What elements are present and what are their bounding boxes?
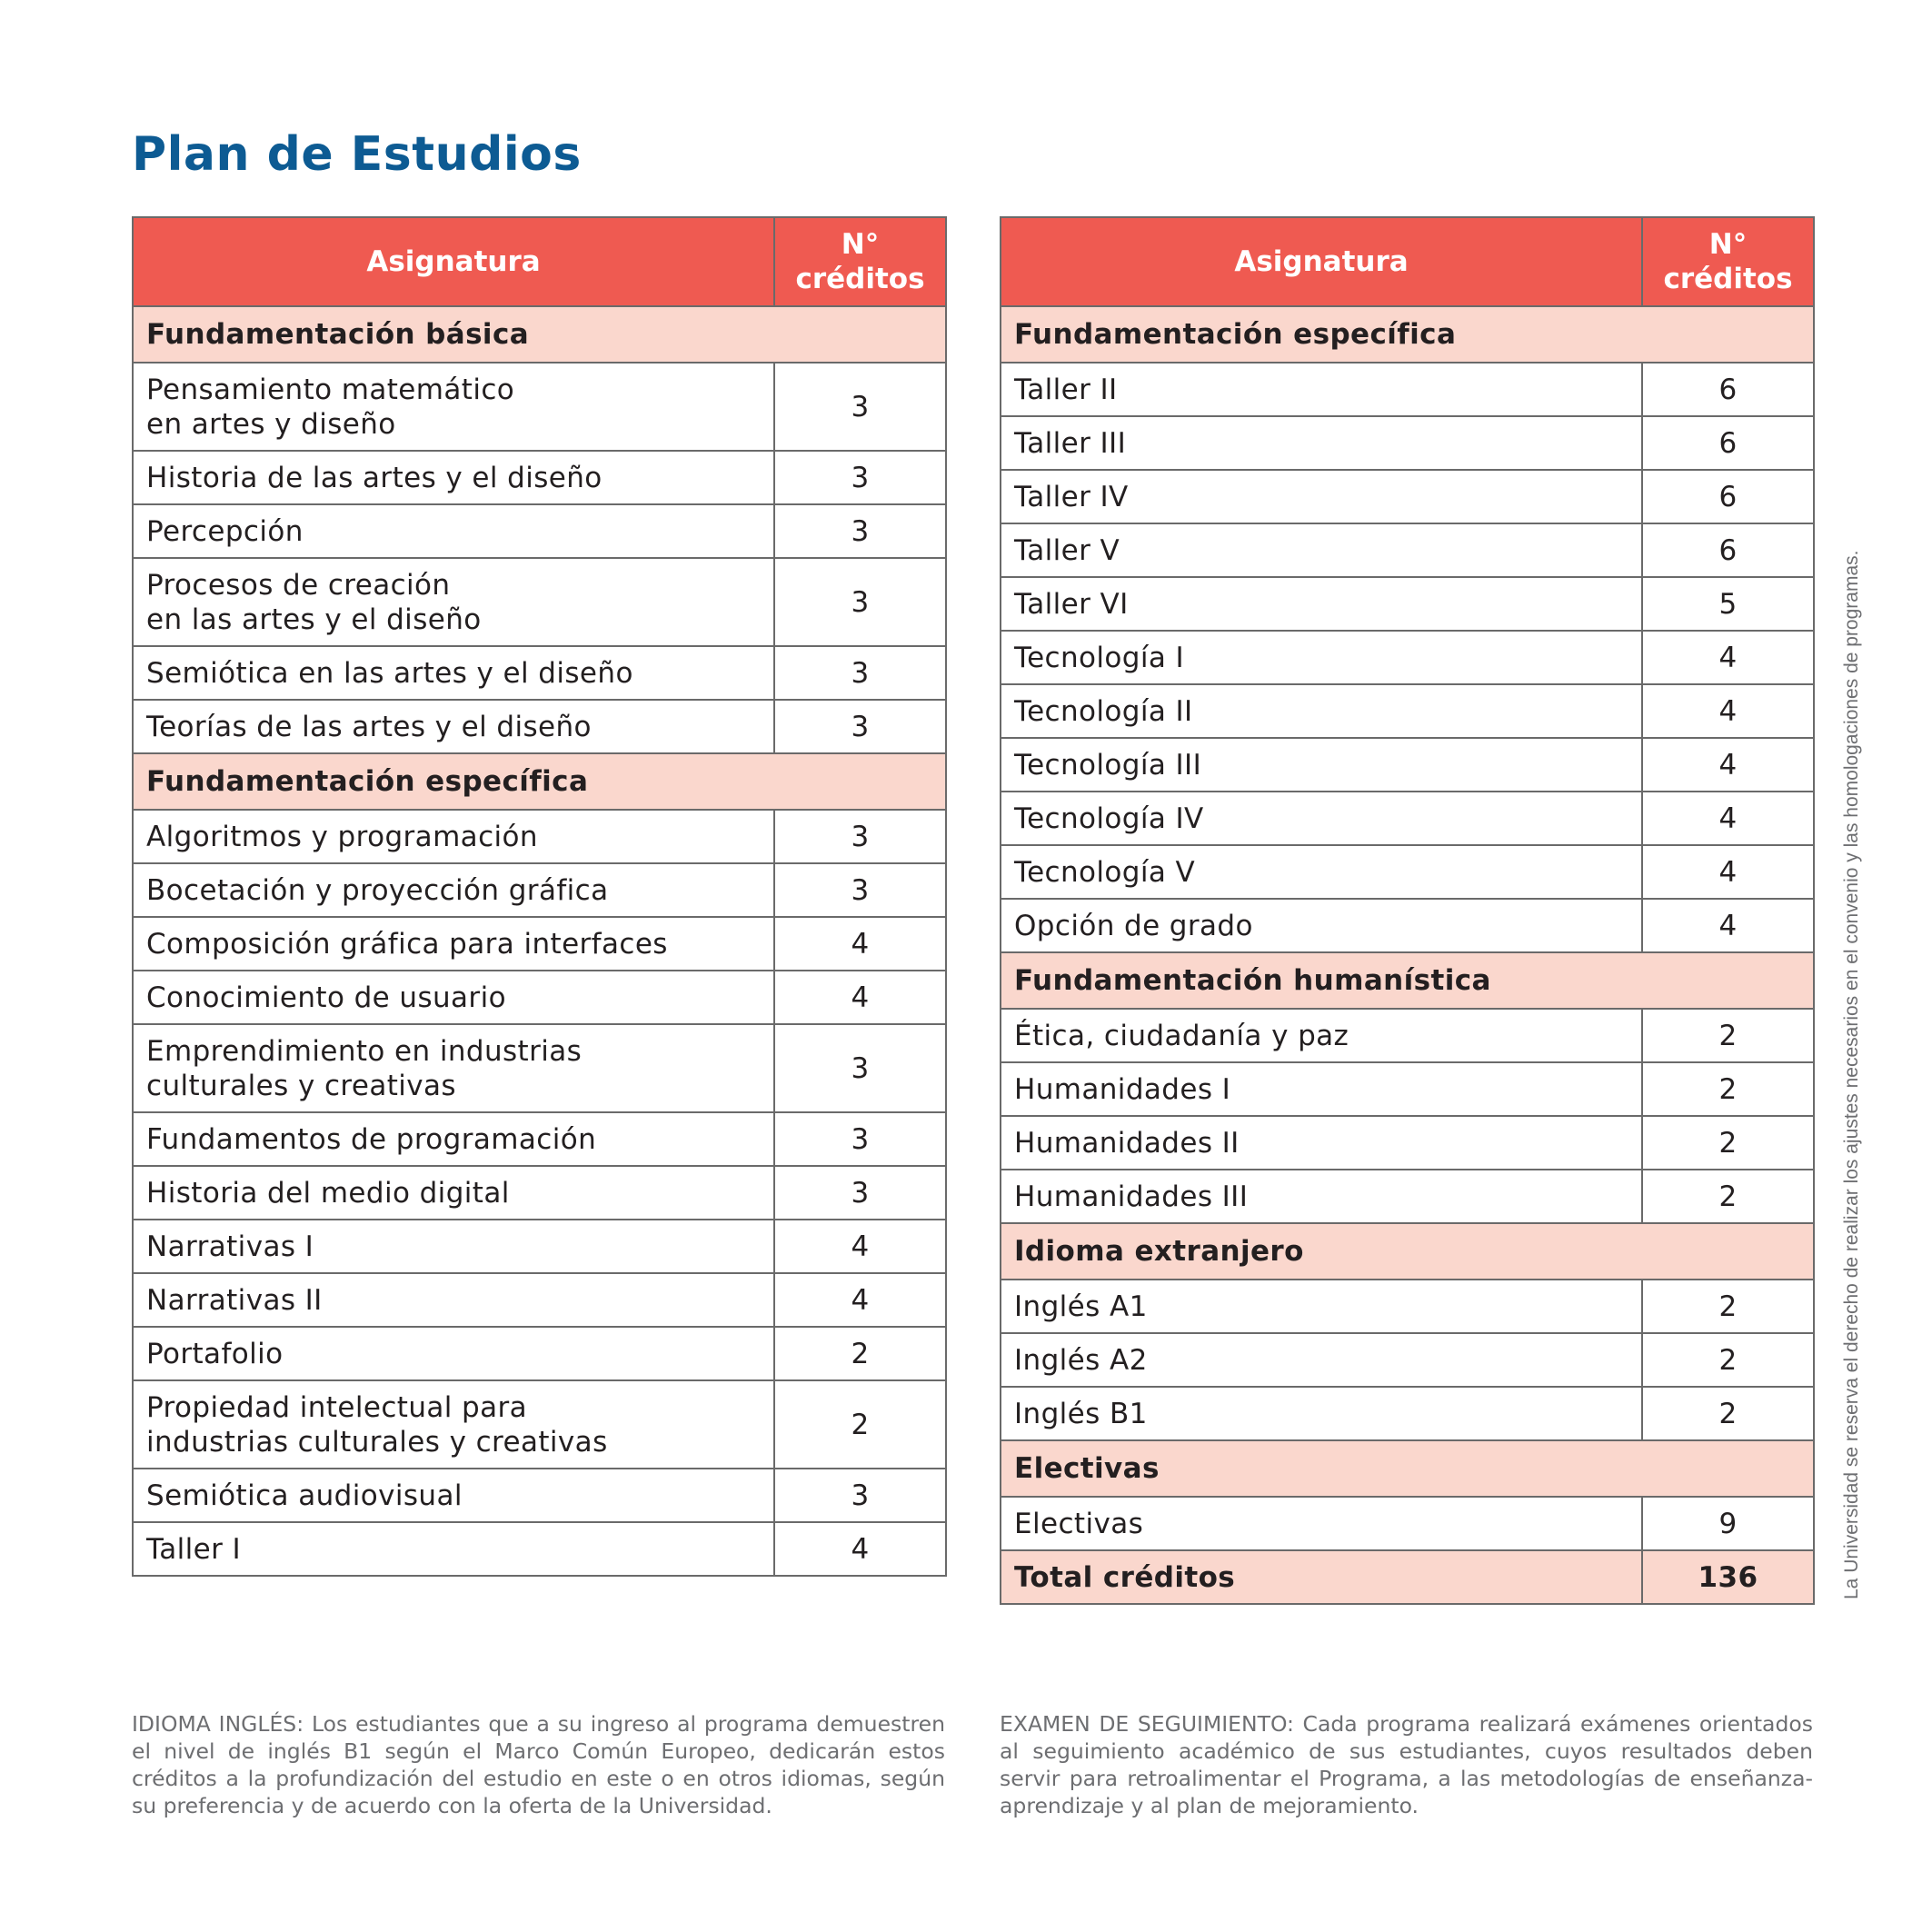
curriculum-table-right <box>1000 216 1815 1605</box>
subject-name-line: Taller II <box>1014 373 1118 406</box>
credits-cell: 3 <box>774 363 946 451</box>
subject-cell <box>133 1380 774 1469</box>
subject-name-line: Teorías de las artes y el diseño <box>146 710 592 743</box>
credits-cell: 3 <box>774 700 946 753</box>
subject-cell <box>1001 363 1642 416</box>
subject-name-line: Inglés A2 <box>1014 1343 1148 1377</box>
credits-cell: 2 <box>774 1380 946 1469</box>
table-row <box>1001 631 1814 684</box>
table-header-row <box>1001 217 1814 306</box>
subject-name-line: Taller V <box>1014 533 1120 567</box>
credits-cell: 4 <box>774 917 946 971</box>
subject-cell <box>133 863 774 917</box>
credits-cell: 4 <box>774 971 946 1024</box>
section-header-row <box>1001 1223 1814 1280</box>
subject-name-line: Humanidades III <box>1014 1180 1249 1213</box>
subject-cell <box>1001 1280 1642 1333</box>
credits-cell: 2 <box>1642 1280 1814 1333</box>
subject-cell <box>133 1469 774 1522</box>
table-row <box>1001 523 1814 577</box>
total-row <box>1001 1550 1814 1604</box>
subject-cell <box>1001 1387 1642 1440</box>
subject-cell <box>1001 1170 1642 1223</box>
subject-column-header: Asignatura <box>133 217 774 306</box>
subject-cell <box>133 1166 774 1220</box>
subject-cell <box>1001 738 1642 792</box>
subject-name-line: industrias culturales y creativas <box>146 1425 608 1459</box>
table-row <box>1001 1280 1814 1333</box>
subject-cell <box>1001 1009 1642 1062</box>
table-row <box>1001 1333 1814 1387</box>
subject-name-line: Conocimiento de usuario <box>146 981 506 1014</box>
subject-cell <box>133 558 774 646</box>
table-row <box>133 1469 946 1522</box>
table-header-row <box>133 217 946 306</box>
total-value: 136 <box>1642 1550 1814 1604</box>
section-title: Idioma extranjero <box>1001 1223 1814 1280</box>
credits-cell: 3 <box>774 1469 946 1522</box>
table-row <box>133 1380 946 1469</box>
subject-name-line: Taller IV <box>1014 480 1129 513</box>
subject-cell <box>133 363 774 451</box>
credits-cell: 3 <box>774 1024 946 1112</box>
table-row <box>1001 738 1814 792</box>
table-row <box>1001 1009 1814 1062</box>
subject-cell <box>133 504 774 558</box>
table-row <box>133 1273 946 1327</box>
subject-name-line: Bocetación y proyección gráfica <box>146 873 609 907</box>
credits-cell: 4 <box>1642 792 1814 845</box>
subject-name-line: Fundamentos de programación <box>146 1122 597 1156</box>
table-row <box>133 810 946 863</box>
subject-name-line: en artes y diseño <box>146 407 396 441</box>
table-row <box>1001 1387 1814 1440</box>
credits-cell: 6 <box>1642 363 1814 416</box>
section-header-row <box>1001 952 1814 1009</box>
subject-cell <box>1001 1333 1642 1387</box>
table-row <box>1001 577 1814 631</box>
table-row <box>133 700 946 753</box>
subject-cell <box>1001 845 1642 899</box>
credits-header-line1: N° <box>1708 228 1748 261</box>
table-row <box>133 558 946 646</box>
subject-name-line: Algoritmos y programación <box>146 820 538 853</box>
section-title: Fundamentación específica <box>1001 306 1814 363</box>
table-row <box>133 971 946 1024</box>
section-title: Electivas <box>1001 1440 1814 1497</box>
section-title: Fundamentación específica <box>133 753 946 810</box>
credits-cell: 2 <box>1642 1170 1814 1223</box>
subject-name-line: Pensamiento matemático <box>146 373 515 406</box>
table-row <box>1001 899 1814 952</box>
table-row <box>1001 1170 1814 1223</box>
table-row <box>133 1112 946 1166</box>
subject-cell <box>133 1220 774 1273</box>
subject-name-line: Electivas <box>1014 1507 1144 1540</box>
subject-name-line: Inglés A1 <box>1014 1290 1148 1323</box>
credits-cell: 3 <box>774 646 946 700</box>
subject-name-line: Semiótica en las artes y el diseño <box>146 656 633 690</box>
subject-name-line: Inglés B1 <box>1014 1397 1148 1430</box>
credits-cell: 4 <box>1642 684 1814 738</box>
subject-name-line: Tecnología II <box>1014 694 1193 728</box>
subject-name-line: Percepción <box>146 514 304 548</box>
subject-name-line: en las artes y el diseño <box>146 603 482 636</box>
credits-header-line1: N° <box>841 228 880 261</box>
credits-cell: 4 <box>774 1220 946 1273</box>
subject-name-line: Tecnología V <box>1014 855 1196 889</box>
credits-cell: 6 <box>1642 470 1814 523</box>
subject-cell <box>1001 1116 1642 1170</box>
table-row <box>133 1024 946 1112</box>
credits-cell: 6 <box>1642 416 1814 470</box>
curriculum-table-left <box>132 216 947 1577</box>
subject-cell <box>1001 577 1642 631</box>
credits-header-line2: créditos <box>1663 263 1793 295</box>
subject-name-line: Semiótica audiovisual <box>146 1479 463 1512</box>
table-row <box>1001 416 1814 470</box>
credits-cell: 3 <box>774 1166 946 1220</box>
credits-cell: 2 <box>1642 1387 1814 1440</box>
subject-name-line: culturales y creativas <box>146 1069 456 1102</box>
table-row <box>1001 470 1814 523</box>
subject-name-line: Propiedad intelectual para <box>146 1390 528 1424</box>
table-row <box>133 1220 946 1273</box>
subject-name-line: Taller III <box>1014 426 1127 460</box>
credits-cell: 3 <box>774 810 946 863</box>
credits-cell: 2 <box>774 1327 946 1380</box>
credits-column-header <box>1642 217 1814 306</box>
credits-cell: 2 <box>1642 1333 1814 1387</box>
subject-name-line: Portafolio <box>146 1337 284 1370</box>
table-row <box>1001 1116 1814 1170</box>
subject-name-line: Ética, ciudadanía y paz <box>1014 1019 1349 1052</box>
credits-cell: 3 <box>774 558 946 646</box>
note-follow-up-exam: EXAMEN DE SEGUIMIENTO: Cada programa realizará exámenes orientados al seguimiento académico de sus estudiantes, cuyos resultados deben servir para retroalimentar el Programa, a las metodologías de enseñanza-aprendizaje y al plan de mejoramiento. <box>1000 1711 1813 1818</box>
table-row <box>133 363 946 451</box>
subject-name-line: Opción de grado <box>1014 909 1253 942</box>
subject-name-line: Humanidades II <box>1014 1126 1240 1160</box>
subject-name-line: Tecnología I <box>1014 641 1185 674</box>
table-row <box>1001 363 1814 416</box>
table-row <box>1001 792 1814 845</box>
subject-cell <box>1001 1497 1642 1550</box>
subject-cell <box>133 810 774 863</box>
subject-name-line: Procesos de creación <box>146 568 451 602</box>
subject-name-line: Narrativas I <box>146 1230 314 1263</box>
credits-cell: 3 <box>774 504 946 558</box>
subject-name-line: Composición gráfica para interfaces <box>146 927 668 961</box>
credits-cell: 2 <box>1642 1116 1814 1170</box>
subject-name-line: Taller VI <box>1014 587 1129 621</box>
credits-cell: 5 <box>1642 577 1814 631</box>
table-row <box>1001 1497 1814 1550</box>
subject-cell <box>1001 792 1642 845</box>
subject-cell <box>133 646 774 700</box>
table-row <box>133 1166 946 1220</box>
subject-cell <box>1001 470 1642 523</box>
section-header-row <box>1001 1440 1814 1497</box>
section-title: Fundamentación humanística <box>1001 952 1814 1009</box>
page-title: Plan de Estudios <box>132 127 582 182</box>
total-label: Total créditos <box>1001 1550 1642 1604</box>
subject-name-line: Humanidades I <box>1014 1072 1231 1106</box>
table-row <box>133 1522 946 1576</box>
subject-cell <box>1001 684 1642 738</box>
credits-cell: 4 <box>1642 845 1814 899</box>
subject-cell <box>1001 523 1642 577</box>
table-row <box>133 863 946 917</box>
table-row <box>1001 845 1814 899</box>
subject-cell <box>133 1522 774 1576</box>
credits-cell: 2 <box>1642 1062 1814 1116</box>
subject-column-header: Asignatura <box>1001 217 1642 306</box>
subject-cell <box>133 917 774 971</box>
subject-cell <box>1001 1062 1642 1116</box>
table-row <box>133 1327 946 1380</box>
subject-cell <box>133 971 774 1024</box>
credits-cell: 4 <box>1642 899 1814 952</box>
credits-cell: 4 <box>774 1522 946 1576</box>
note-english-language: IDIOMA INGLÉS: Los estudiantes que a su ingreso al programa demuestren el nivel de inglés B1 según el Marco Común Europeo, dedicarán estos créditos a la profundización del estudio en este o en otros idiomas, según su preferencia y de acuerdo con la oferta de la Universidad. <box>132 1711 945 1818</box>
subject-name-line: Historia del medio digital <box>146 1176 510 1210</box>
credits-cell: 3 <box>774 1112 946 1166</box>
subject-cell <box>1001 416 1642 470</box>
credits-cell: 4 <box>1642 738 1814 792</box>
subject-name-line: Narrativas II <box>146 1283 323 1317</box>
subject-name-line: Historia de las artes y el diseño <box>146 461 603 494</box>
table-row <box>1001 684 1814 738</box>
table-row <box>133 917 946 971</box>
credits-cell: 3 <box>774 451 946 504</box>
section-header-row <box>133 306 946 363</box>
subject-cell <box>133 700 774 753</box>
credits-cell: 6 <box>1642 523 1814 577</box>
vertical-disclaimer: La Universidad se reserva el derecho de realizar los ajustes necesarios en el convenio y las homologaciones de programas. <box>1841 550 1862 1599</box>
credits-cell: 3 <box>774 863 946 917</box>
subject-cell <box>133 1112 774 1166</box>
table-row <box>133 504 946 558</box>
subject-name-line: Emprendimiento en industrias <box>146 1034 583 1068</box>
credits-cell: 4 <box>1642 631 1814 684</box>
section-header-row <box>1001 306 1814 363</box>
subject-cell <box>133 1273 774 1327</box>
subject-name-line: Taller I <box>146 1532 242 1566</box>
subject-cell <box>1001 899 1642 952</box>
subject-cell <box>1001 631 1642 684</box>
credits-header-line2: créditos <box>795 263 925 295</box>
section-title: Fundamentación básica <box>133 306 946 363</box>
subject-cell <box>133 1327 774 1380</box>
section-header-row <box>133 753 946 810</box>
subject-cell <box>133 1024 774 1112</box>
credits-cell: 4 <box>774 1273 946 1327</box>
subject-name-line: Tecnología III <box>1014 748 1202 782</box>
subject-name-line: Tecnología IV <box>1014 802 1204 835</box>
credits-cell: 2 <box>1642 1009 1814 1062</box>
credits-column-header <box>774 217 946 306</box>
table-row <box>133 646 946 700</box>
credits-cell: 9 <box>1642 1497 1814 1550</box>
table-row <box>1001 1062 1814 1116</box>
subject-cell <box>133 451 774 504</box>
table-row <box>133 451 946 504</box>
